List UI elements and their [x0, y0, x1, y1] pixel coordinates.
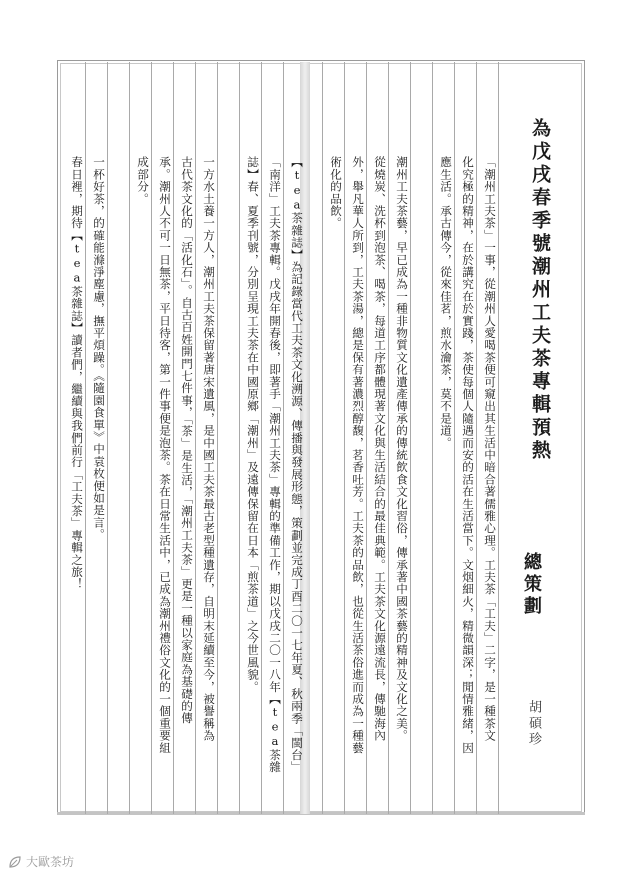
text-column: 應生活。承古傳今，從來佳茗，煎水瀹茶，莫不是道。	[439, 156, 453, 449]
column-rule	[432, 62, 433, 814]
planner-label: 總策劃	[521, 552, 542, 618]
column-rule	[239, 62, 240, 814]
watermark	[8, 853, 74, 870]
text-column: 一杯好茶，的確能滌淨塵慮，撫平煩躁。《隨園食單》中袁枚便如是言。	[92, 156, 106, 541]
text-column: 古代茶文化的「活化石」。自古百姓開門七件事，「茶」是生活，「潮州工夫茶」更是一種以家庭為基礎的傳	[180, 156, 194, 725]
column-rule	[129, 62, 130, 814]
text-column: 承。潮州人不可一日無茶，平日待客，第一件事便是泡茶。茶在日常生活中，已成為潮州禮俗文化的一個重要組	[158, 156, 172, 754]
author-name: 胡碩珍	[526, 700, 541, 748]
text-column: 「南洋」工夫茶專輯。戊戌年開春後，即著手「潮州工夫茶」專輯的準備工作，期以戊戌二〇一八年【tea茶雜	[268, 156, 282, 774]
text-column: 化究極的精神，在於講究在於實踐，茶使每個人隨遇而安的活在生活當下。文烟細火，精微韻深；閒情雅緒，因	[461, 156, 475, 754]
frame-bottom-band	[57, 812, 585, 815]
text-column: 春日裡，期待【tea茶雜誌】讀者們，繼續與我們前行「工夫茶」專輯之旅！	[70, 156, 84, 591]
leaf-icon	[8, 855, 22, 869]
text-column: 從燒炭、洗杯到泡茶、喝茶，每道工序都體現著文化與生活結合的最佳典範。工夫茶文化源遠流長，傳馳海內	[373, 156, 387, 742]
text-column: 術化的品飲。	[329, 156, 343, 230]
text-column: 外，舉凡華人所到，工夫茶湯，總是保有著濃烈醇馥，茗香吐芳。工夫茶的品飲，也從生活茶俗進而成為一種藝	[351, 156, 365, 754]
text-column: 【tea茶雜誌】為記錄當代工夫茶文化溯源、傳播與發展形態，策劃並完成丁酉二〇一七年夏、秋兩季「閩台」	[290, 156, 304, 774]
text-column: 潮州工夫茶藝，早已成為一種非物質文化遺產傳承的傳統飲食文化習俗，傳承著中國茶藝的精神及文化之美。	[395, 156, 409, 742]
text-column: 一方水土養一方人，潮州工夫茶保留著唐宋遺風，是中國工夫茶最古老型種遺存，自明末延續至今，被譽稱為	[202, 156, 216, 742]
watermark-text: 大歐茶坊	[26, 855, 75, 869]
column-rule	[322, 62, 323, 814]
text-column: 「潮州工夫茶」一事，從潮州人愛喝茶便可窺出其生活中暗合著儒雅心理。工夫茶「工夫」二字，是一種茶文	[483, 156, 497, 742]
text-column: 成部分。	[136, 156, 150, 205]
text-column: 誌】春、夏季刊號，分別呈現工夫茶在中國原鄉「潮州」及遠傳保留在日本「煎茶道」之今世風貌。	[246, 156, 260, 693]
page-title: 為戊戌春季號潮州工夫茶專輯預熱	[529, 118, 551, 463]
